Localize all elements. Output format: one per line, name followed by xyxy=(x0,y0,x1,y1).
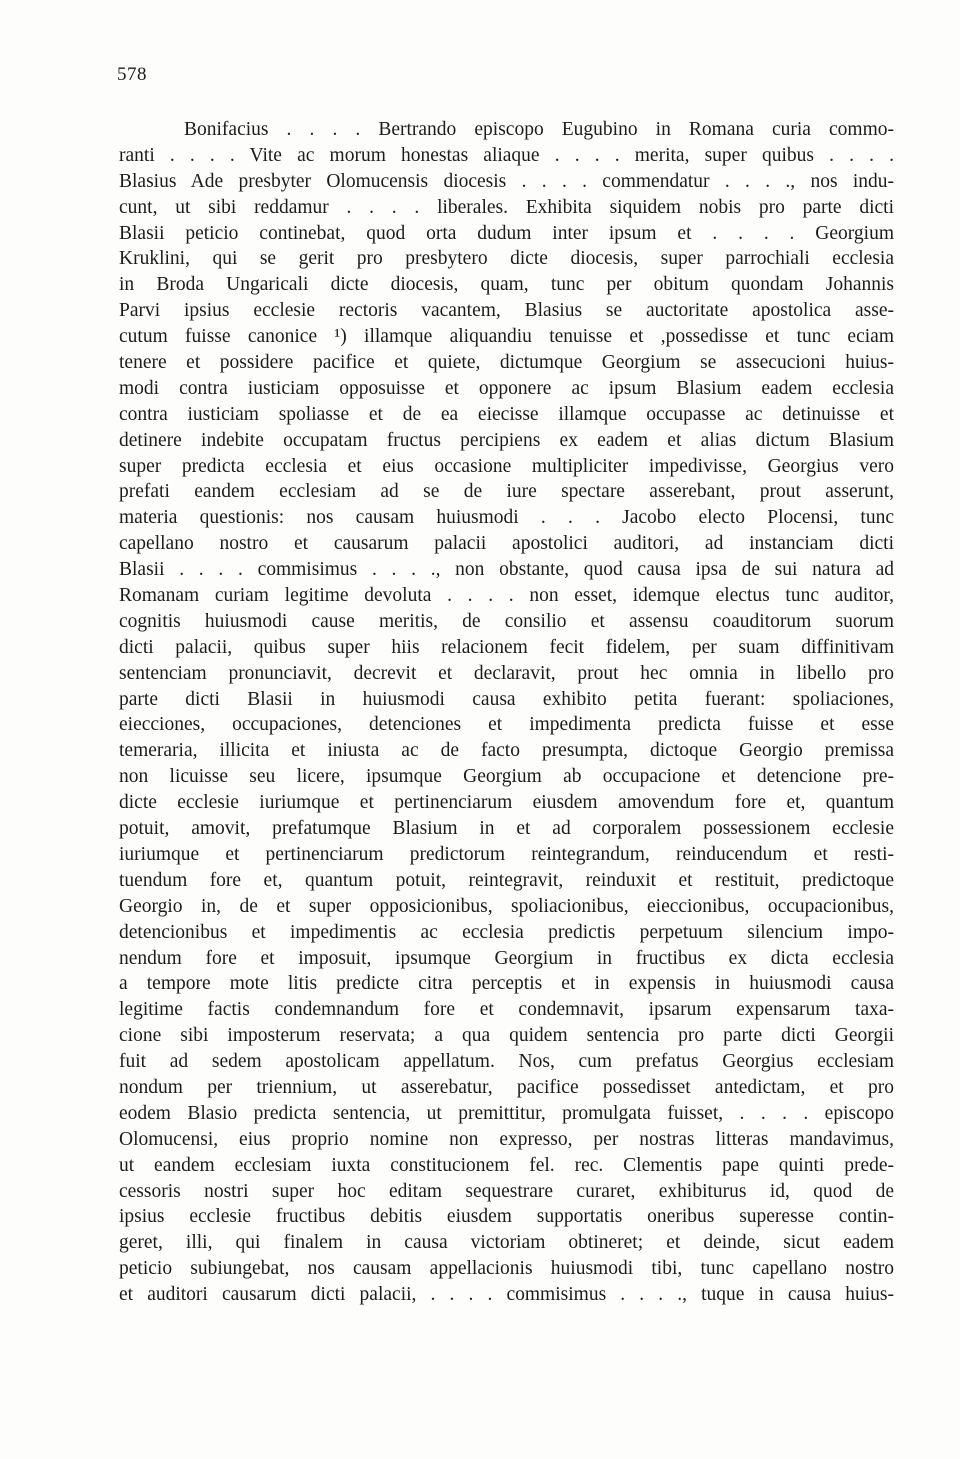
text-line: Blasii . . . . commisimus . . . ., non obstante, quod causa ipsa de sui natura ad xyxy=(119,559,894,581)
text-line: dicti palacii, quibus super hiis relacionem fecit fidelem, per suam diffinitivam xyxy=(119,636,894,658)
text-line: parte dicti Blasii in huiusmodi causa exhibito petita fuerant: spoliaciones, xyxy=(119,688,894,710)
text-line: Georgio in, de et super opposicionibus, spoliacionibus, eieccionibus, occupacionibus, xyxy=(119,895,894,917)
text-line: tenere et possidere pacifice et quiete, dictumque Georgium se assecucioni huius- xyxy=(119,352,894,374)
text-line: iuriumque et pertinenciarum predictorum reintegrandum, reinducendum et resti- xyxy=(119,843,894,865)
text-line: detencionibus et impedimentis ac ecclesia predictis perpetuum silencium impo- xyxy=(119,921,894,943)
text-line: contra iusticiam spoliasse et de ea eiecisse illamque occupasse ac detinuisse et xyxy=(119,403,894,425)
text-line: super predicta ecclesia et eius occasione multipliciter impedivisse, Georgius vero xyxy=(119,455,894,477)
text-line: dicte ecclesie iuriumque et pertinenciarum eiusdem amovendum fore et, quantum xyxy=(119,792,894,814)
text-line: ut eandem ecclesiam iuxta constitucionem fel. rec. Clementis pape quinti prede- xyxy=(119,1154,894,1176)
page-number: 578 xyxy=(117,64,147,85)
text-line: non licuisse seu licere, ipsumque Georgium ab occupacione et detencione pre- xyxy=(119,766,894,788)
text-line: ipsius ecclesie fructibus debitis eiusdem supportatis oneribus superesse contin- xyxy=(119,1206,894,1228)
text-line: nondum per triennium, ut asserebatur, pacifice possedisset antedictam, et pro xyxy=(119,1076,894,1098)
text-line: cognitis huiusmodi cause meritis, de consilio et assensu coauditorum suorum xyxy=(119,610,894,632)
text-line: detinere indebite occupatam fructus percipiens ex eadem et alias dictum Blasium xyxy=(119,429,894,451)
body-text xyxy=(119,117,894,1308)
text-line: potuit, amovit, prefatumque Blasium in et ad corporalem possessionem ecclesie xyxy=(119,818,894,840)
text-line: eodem Blasio predicta sentencia, ut premittitur, promulgata fuisset, . . . . episcopo xyxy=(119,1102,894,1124)
text-line: Bonifacius . . . . Bertrando episcopo Eugubino in Romana curia commo- xyxy=(184,119,894,140)
text-line: sentenciam pronunciavit, decrevit et declaravit, prout hec omnia in libello pro xyxy=(119,662,894,684)
text-line: Parvi ipsius ecclesie rectoris vacantem, Blasius se auctoritate apostolica asse- xyxy=(119,300,894,322)
text-line: capellano nostro et causarum palacii apostolici auditori, ad instanciam dicti xyxy=(119,533,894,555)
text-line: tuendum fore et, quantum potuit, reintegravit, reinduxit et restituit, predictoque xyxy=(119,869,894,891)
text-line: in Broda Ungaricali dicte diocesis, quam, tunc per obitum quondam Johannis xyxy=(119,274,894,296)
text-line: nendum fore et imposuit, ipsumque Georgium in fructibus ex dicta ecclesia xyxy=(119,947,894,969)
text-line: peticio subiungebat, nos causam appellacionis huiusmodi tibi, tunc capellano nostro xyxy=(119,1258,894,1280)
text-line: geret, illi, qui finalem in causa victoriam obtineret; et deinde, sicut eadem xyxy=(119,1232,894,1254)
text-line: legitime factis condemnandum fore et condemnavit, ipsarum expensarum taxa- xyxy=(119,999,894,1021)
text-line: Blasii peticio continebat, quod orta dudum inter ipsum et . . . . Georgium xyxy=(119,222,894,244)
text-line: prefati eandem ecclesiam ad se de iure spectare asserebant, prout asserunt, xyxy=(119,481,894,503)
text-line: cutum fuisse canonice ¹) illamque aliquandiu tenuisse et ,possedisse et tunc eciam xyxy=(119,326,894,348)
text-line: a tempore mote litis predicte citra perceptis et in expensis in huiusmodi causa xyxy=(119,973,894,995)
text-line: et auditori causarum dicti palacii, . . . . commisimus . . . ., tuque in causa huius- xyxy=(119,1284,894,1306)
text-line: materia questionis: nos causam huiusmodi . . . Jacobo electo Plocensi, tunc xyxy=(119,507,894,529)
text-line: cione sibi imposterum reservata; a qua quidem sentencia pro parte dicti Georgii xyxy=(119,1025,894,1047)
text-line: Romanam curiam legitime devoluta . . . . non esset, idemque electus tunc auditor, xyxy=(119,585,894,607)
text-line: temeraria, illicita et iniusta ac de facto presumpta, dictoque Georgio premissa xyxy=(119,740,894,762)
text-line: modi contra iusticiam opposuisse et opponere ac ipsum Blasium eadem ecclesia xyxy=(119,377,894,399)
text-line: fuit ad sedem apostolicam appellatum. Nos, cum prefatus Georgius ecclesiam xyxy=(119,1051,894,1073)
text-line: Blasius Ade presbyter Olomucensis diocesis . . . . commendatur . . . ., nos indu- xyxy=(119,170,894,192)
text-line: Olomucensi, eius proprio nomine non expresso, per nostras litteras mandavimus, xyxy=(119,1128,894,1150)
text-line: eiecciones, occupaciones, detenciones et impedimenta predicta fuisse et esse xyxy=(119,714,894,736)
text-line: ranti . . . . Vite ac morum honestas aliaque . . . . merita, super quibus . . . . xyxy=(119,144,894,166)
text-line: cessoris nostri super hoc editam sequestrare curaret, exhibiturus id, quod de xyxy=(119,1180,894,1202)
text-line: cunt, ut sibi reddamur . . . . liberales. Exhibita siquidem nobis pro parte dicti xyxy=(119,196,894,218)
text-line: Kruklini, qui se gerit pro presbytero dicte diocesis, super parrochiali ecclesia xyxy=(119,248,894,270)
